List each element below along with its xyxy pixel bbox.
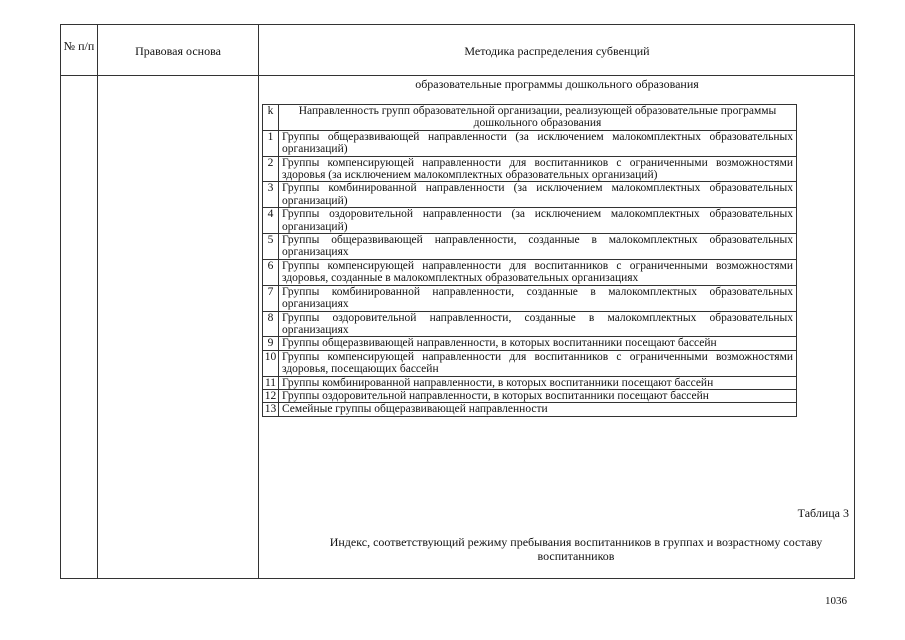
table-row — [263, 130, 797, 156]
header-methodology-label: Методика распределения субвенций — [464, 44, 650, 58]
row-orientation-text: Семейные группы общеразвивающей направленности — [279, 403, 797, 416]
row-orientation-text: Группы оздоровительной направленности, в которых воспитанники посещают бассейн — [279, 389, 797, 402]
continuation-text: образовательные программы дошкольного образования — [415, 77, 699, 91]
row-k-index: 10 — [263, 350, 279, 376]
table-row — [263, 376, 797, 389]
row-k-index: 8 — [263, 311, 279, 337]
row-k-index: 3 — [263, 182, 279, 208]
row-k-index: 6 — [263, 259, 279, 285]
table-row — [263, 285, 797, 311]
header-divider — [60, 75, 855, 76]
row-k-index: 5 — [263, 234, 279, 260]
page-number: 1036 — [825, 595, 847, 607]
column-divider-2 — [258, 24, 259, 579]
group-orientation-table — [262, 104, 797, 417]
table-row — [263, 259, 797, 285]
table-row — [263, 234, 797, 260]
table-3-label: Таблица 3 — [797, 506, 849, 520]
table-row — [263, 208, 797, 234]
column-divider-1 — [97, 24, 98, 579]
row-orientation-text: Группы общеразвивающей направленности (за исключением малокомплектных образовательных организаций) — [279, 130, 797, 156]
header-num-label: № п/п — [63, 39, 95, 53]
row-orientation-text: Группы общеразвивающей направленности, в которых воспитанники посещают бассейн — [279, 337, 797, 350]
row-k-index: 1 — [263, 130, 279, 156]
row-orientation-text: Группы компенсирующей направленности для воспитанников с ограниченными возможностями здоровья (за исключением малокомплектных образовательных организаций) — [279, 156, 797, 182]
table-3-caption: Индекс, соответствующий режиму пребывания воспитанников в группах и возрастному составу воспитанников — [329, 535, 823, 563]
table-row — [263, 182, 797, 208]
row-k-index: 7 — [263, 285, 279, 311]
row-orientation-text: Группы оздоровительной направленности (за исключением малокомплектных образовательных организаций) — [279, 208, 797, 234]
table-row — [263, 350, 797, 376]
orientation-column-header: Направленность групп образовательной организации, реализующей образовательные программы дошкольного образования — [279, 105, 797, 131]
row-orientation-text: Группы оздоровительной направленности, созданные в малокомплектных образовательных организациях — [279, 311, 797, 337]
table-row — [263, 403, 797, 416]
row-k-index: 9 — [263, 337, 279, 350]
table-row — [263, 156, 797, 182]
table-row — [263, 389, 797, 402]
row-k-index: 13 — [263, 403, 279, 416]
table-header-row — [263, 105, 797, 131]
header-legal-basis-label: Правовая основа — [135, 44, 221, 58]
row-orientation-text: Группы комбинированной направленности (за исключением малокомплектных образовательных организаций) — [279, 182, 797, 208]
row-k-index: 4 — [263, 208, 279, 234]
row-orientation-text: Группы общеразвивающей направленности, созданные в малокомплектных образовательных организациях — [279, 234, 797, 260]
row-k-index: 11 — [263, 376, 279, 389]
row-orientation-text: Группы комбинированной направленности, созданные в малокомплектных образовательных организациях — [279, 285, 797, 311]
row-orientation-text: Группы компенсирующей направленности для воспитанников с ограниченными возможностями здоровья, посещающих бассейн — [279, 350, 797, 376]
table-row — [263, 337, 797, 350]
row-k-index: 2 — [263, 156, 279, 182]
table-row — [263, 311, 797, 337]
k-column-header: k — [263, 105, 279, 131]
row-orientation-text: Группы компенсирующей направленности для воспитанников с ограниченными возможностями здоровья, созданные в малокомплектных образовательных организациях — [279, 259, 797, 285]
row-orientation-text: Группы комбинированной направленности, в которых воспитанники посещают бассейн — [279, 376, 797, 389]
row-k-index: 12 — [263, 389, 279, 402]
